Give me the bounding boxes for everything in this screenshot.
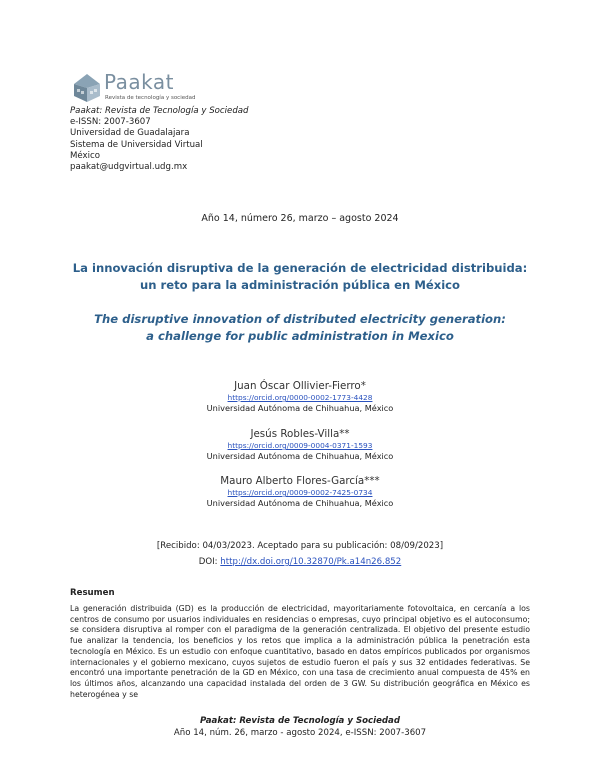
author-affiliation: Universidad Autónoma de Chihuahua, México bbox=[206, 498, 394, 508]
eissn: e-ISSN: 2007-3607 bbox=[70, 117, 151, 128]
title-spanish bbox=[60, 260, 540, 294]
title-es-line1: La innovación disruptiva de la generación de electricidad distribuida: bbox=[72, 261, 528, 275]
issue-line: Año 14, número 26, marzo – agosto 2024 bbox=[201, 213, 399, 224]
email: paakat@udgvirtual.udg.mx bbox=[70, 162, 188, 173]
author-name: Juan Óscar Ollivier-Fierro* bbox=[234, 380, 366, 392]
title-en-line1: The disruptive innovation of distributed electricity generation: bbox=[94, 312, 506, 326]
footer-issue: Año 14, núm. 26, marzo - agosto 2024, e-ISSN: 2007-3607 bbox=[173, 728, 427, 738]
logo-wordmark: Paakat bbox=[104, 70, 175, 94]
footer-journal: Paakat: Revista de Tecnología y Sociedad bbox=[199, 716, 401, 726]
doi-label: DOI: bbox=[198, 557, 218, 567]
journal-header bbox=[70, 106, 249, 173]
abstract-heading: Resumen bbox=[70, 588, 115, 598]
abstract-text: La generación distribuida (GD) es la producción de electricidad, mayoritariamente fotovoltaica, en cercanía a los centros de consumo por usuarios individuales en residencias o empresas, cuyo principal objetivo es el autoconsumo; se considera disruptiva al romper con el paradigma de la generación centralizada. El objetivo del presente estudio fue analizar la tendencia, los beneficios y los retos que implica a la administración pública la penetración esta tecnología en México. Es un estudio con enfoque cuantitativo, basado en datos empíricos publicados por organismos internacionales y el gobierno mexicano, cuyos sujetos de estudio fueron el país y sus 32 entidades federativas. Se encontró una importante penetración de la GD en México, con una tasa de crecimiento anual compuesta de 45% en los últimos años, alcanzando una capacidad instalada del orden de 3 GW. Su distribución geográfica en México es heterogénea y se bbox=[70, 604, 530, 699]
system: Sistema de Universidad Virtual bbox=[70, 139, 203, 150]
author-name: Mauro Alberto Flores-García*** bbox=[220, 475, 380, 487]
logo-tagline: Revista de tecnología y sociedad bbox=[105, 95, 196, 101]
author-affiliation: Universidad Autónoma de Chihuahua, México bbox=[206, 403, 394, 413]
orcid-link[interactable]: https://orcid.org/0009-0004-0371-1593 bbox=[227, 441, 373, 450]
received-dates: [Recibido: 04/03/2023. Aceptado para su publicación: 08/09/2023] bbox=[156, 541, 444, 551]
journal-logo bbox=[72, 72, 202, 108]
author-block bbox=[0, 428, 600, 462]
title-es-line2: un reto para la administración pública en México bbox=[139, 278, 461, 292]
title-en-line2: a challenge for public administration in Mexico bbox=[146, 329, 454, 343]
author-block bbox=[0, 380, 600, 414]
orcid-link[interactable]: https://orcid.org/0009-0002-7425-0734 bbox=[227, 488, 373, 497]
country: México bbox=[70, 150, 101, 161]
paakat-logo-icon bbox=[72, 72, 102, 104]
doi-link[interactable]: http://dx.doi.org/10.32870/Pk.a14n26.852 bbox=[220, 557, 402, 567]
journal-name: Paakat: Revista de Tecnología y Sociedad bbox=[70, 106, 249, 116]
page-footer bbox=[0, 715, 600, 739]
abstract-body bbox=[70, 604, 530, 700]
title-english bbox=[60, 311, 540, 345]
orcid-link[interactable]: https://orcid.org/0000-0002-1773-4428 bbox=[227, 393, 373, 402]
author-block bbox=[0, 475, 600, 509]
author-affiliation: Universidad Autónoma de Chihuahua, México bbox=[206, 451, 394, 461]
author-name: Jesús Robles-Villa** bbox=[250, 428, 350, 440]
doi-line bbox=[0, 557, 600, 567]
university: Universidad de Guadalajara bbox=[70, 128, 190, 139]
